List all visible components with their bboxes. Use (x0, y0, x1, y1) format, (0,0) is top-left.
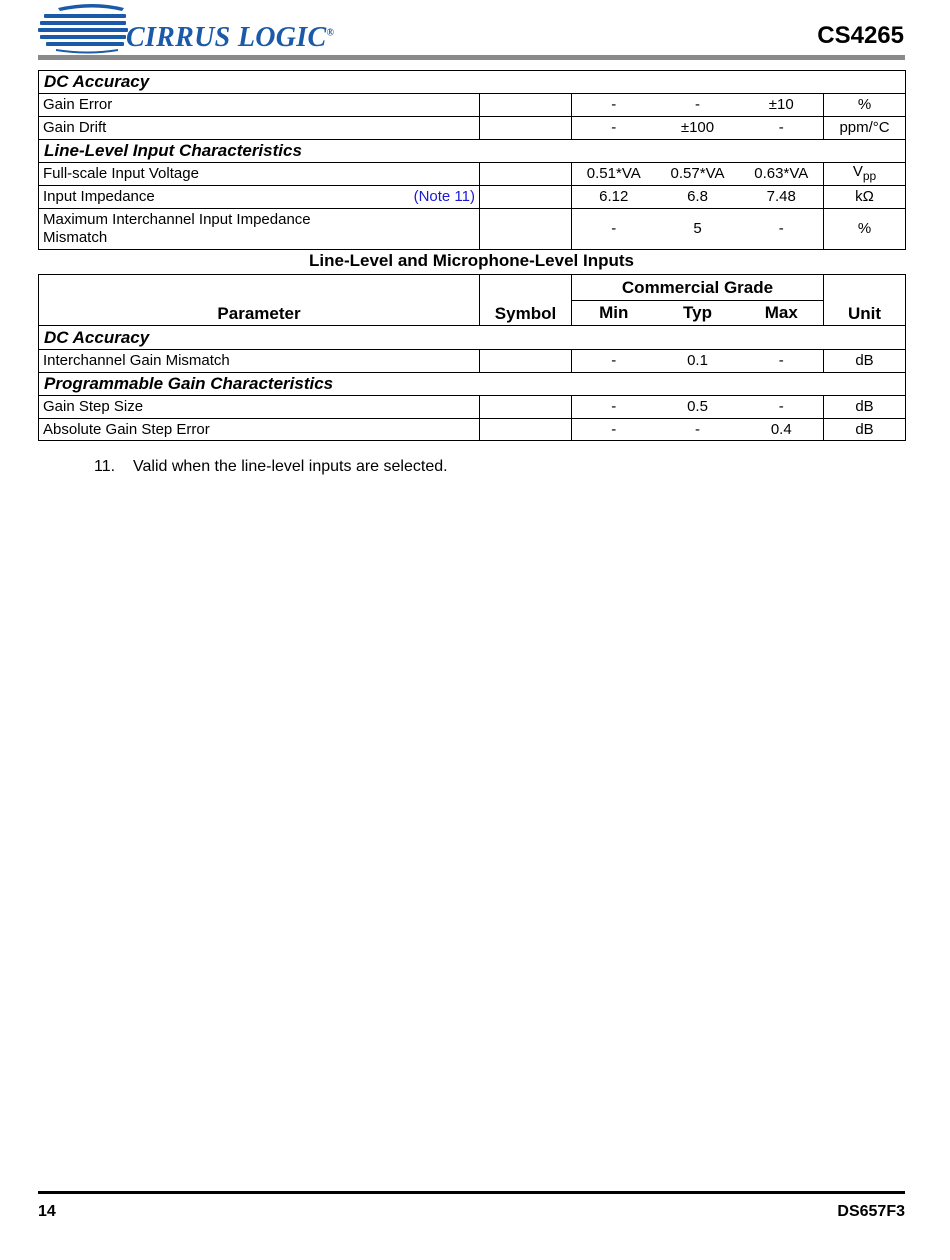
param-line-2: Mismatch (43, 229, 108, 246)
section-row (39, 326, 906, 350)
typ-header: Typ (656, 301, 740, 326)
max-cell: - (740, 209, 824, 250)
param-cell: Gain Drift (39, 117, 480, 140)
typ-cell: 0.1 (656, 350, 740, 373)
min-cell: - (572, 117, 656, 140)
header-row (39, 275, 906, 301)
registered-mark: ® (326, 27, 335, 39)
symbol-cell (480, 94, 572, 117)
unit-cell: dB (824, 419, 906, 441)
min-cell: 0.51*VA (572, 163, 656, 186)
section-row (39, 140, 906, 163)
section-title: DC Accuracy (39, 71, 906, 94)
table-row (39, 163, 906, 186)
spec-table-inputs (38, 274, 906, 441)
param-line-1: Maximum Interchannel Input Impedance (43, 211, 311, 228)
min-cell: - (572, 350, 656, 373)
section-title: Line-Level Input Characteristics (39, 140, 906, 163)
max-cell: 7.48 (740, 186, 824, 209)
max-cell: 0.63*VA (740, 163, 824, 186)
min-cell: - (572, 94, 656, 117)
min-header: Min (572, 301, 656, 326)
table-row (39, 209, 906, 250)
unit-subscript: pp (862, 169, 877, 183)
param-cell: Gain Error (39, 94, 480, 117)
unit-cell: kΩ (824, 186, 906, 209)
table-row (39, 419, 906, 441)
max-header: Max (740, 301, 824, 326)
max-cell: - (740, 396, 824, 419)
unit-header: Unit (824, 275, 906, 326)
table-row (39, 396, 906, 419)
symbol-cell (480, 350, 572, 373)
symbol-cell (480, 209, 572, 250)
section-title: DC Accuracy (39, 326, 906, 350)
max-cell: 0.4 (740, 419, 824, 441)
footnote-number: 11. (94, 458, 116, 475)
symbol-cell (480, 419, 572, 441)
footnote-11 (94, 458, 448, 476)
symbol-cell (480, 186, 572, 209)
footnote-text: Valid when the line-level inputs are selected. (133, 458, 448, 475)
min-cell: - (572, 209, 656, 250)
typ-cell: 0.57*VA (656, 163, 740, 186)
min-cell: - (572, 419, 656, 441)
typ-cell: 0.5 (656, 396, 740, 419)
min-cell: 6.12 (572, 186, 656, 209)
parameter-header: Parameter (39, 275, 480, 326)
part-number: CS4265 (817, 22, 904, 49)
header-divider (38, 55, 905, 60)
grade-header: Commercial Grade (572, 275, 824, 301)
document-id: DS657F3 (837, 1203, 905, 1220)
max-cell: - (740, 117, 824, 140)
typ-cell: 5 (656, 209, 740, 250)
unit-cell: ppm/°C (824, 117, 906, 140)
max-cell: ±10 (740, 94, 824, 117)
param-cell: Gain Step Size (39, 396, 480, 419)
param-cell: Interchannel Gain Mismatch (39, 350, 480, 373)
param-label: Input Impedance (43, 188, 155, 205)
section-row (39, 373, 906, 396)
table-title: Line-Level and Microphone-Level Inputs (309, 251, 634, 270)
symbol-cell (480, 117, 572, 140)
max-cell: - (740, 350, 824, 373)
symbol-cell (480, 163, 572, 186)
table-row (39, 94, 906, 117)
typ-cell: ±100 (656, 117, 740, 140)
note-11-link[interactable]: (Note 11) (413, 188, 475, 205)
table-row (39, 117, 906, 140)
symbol-cell (480, 396, 572, 419)
symbol-header: Symbol (480, 275, 572, 326)
unit-base: V (852, 163, 863, 180)
min-cell: - (572, 396, 656, 419)
spec-table-continued (38, 70, 906, 250)
param-cell (39, 209, 480, 250)
param-cell (39, 186, 480, 209)
unit-cell (824, 163, 906, 186)
unit-cell: dB (824, 396, 906, 419)
section-title: Programmable Gain Characteristics (39, 373, 906, 396)
param-cell: Absolute Gain Step Error (39, 419, 480, 441)
table-row (39, 350, 906, 373)
logo-wordmark: CIRRUS LOGIC (126, 22, 327, 53)
typ-cell: 6.8 (656, 186, 740, 209)
table-row (39, 186, 906, 209)
unit-cell: % (824, 94, 906, 117)
typ-cell: - (656, 419, 740, 441)
param-cell: Full-scale Input Voltage (39, 163, 480, 186)
page-number: 14 (38, 1203, 56, 1220)
typ-cell: - (656, 94, 740, 117)
footer-divider (38, 1191, 905, 1194)
unit-cell: % (824, 209, 906, 250)
unit-cell: dB (824, 350, 906, 373)
company-logo-text (126, 22, 334, 54)
section-row (39, 71, 906, 94)
